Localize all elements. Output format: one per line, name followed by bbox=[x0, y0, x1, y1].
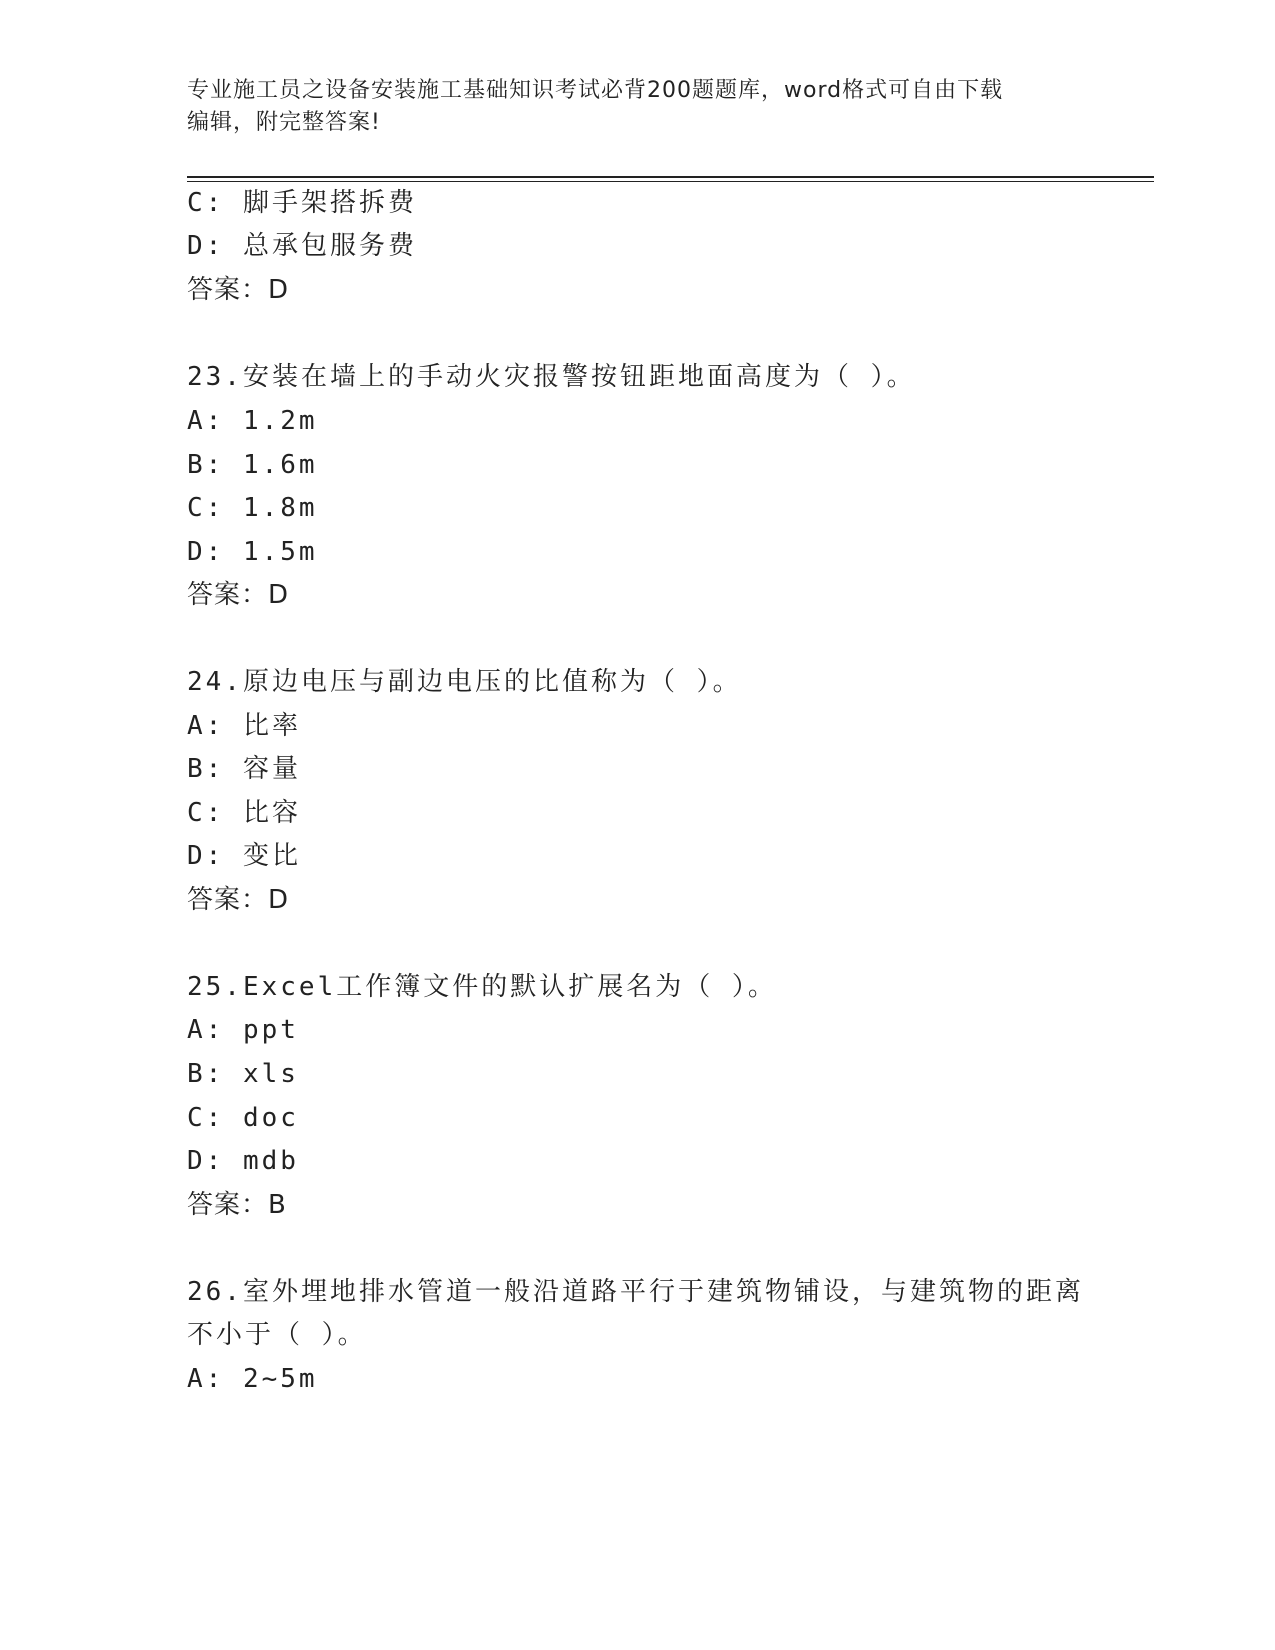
q23-option-d: D: 1.5m bbox=[187, 537, 318, 567]
q23-option-b: B: 1.6m bbox=[187, 450, 318, 480]
q22-option-d: D: 总承包服务费 bbox=[187, 231, 417, 261]
q25-answer: 答案：B bbox=[187, 1190, 287, 1220]
header-line-1: 专业施工员之设备安装施工基础知识考试必背200题题库，word格式可自由下载 bbox=[187, 78, 1004, 103]
q25-option-a: A: ppt bbox=[187, 1015, 299, 1045]
q22-option-c: C: 脚手架搭拆费 bbox=[187, 188, 417, 218]
header-line-2: 编辑，附完整答案! bbox=[187, 110, 381, 135]
q24-option-c: C: 比容 bbox=[187, 798, 301, 828]
q26-question-line-1: 26.室外埋地排水管道一般沿道路平行于建筑物铺设，与建筑物的距离 bbox=[187, 1277, 1084, 1307]
q23-question: 23.安装在墙上的手动火灾报警按钮距地面高度为（ ）。 bbox=[187, 362, 916, 392]
q23-option-c: C: 1.8m bbox=[187, 493, 318, 523]
q24-option-d: D: 变比 bbox=[187, 841, 301, 871]
header-rule-thick bbox=[187, 176, 1154, 178]
q23-option-a: A: 1.2m bbox=[187, 406, 318, 436]
q26-option-a: A: 2~5m bbox=[187, 1364, 318, 1394]
document-header bbox=[187, 75, 1067, 139]
q23-answer: 答案：D bbox=[187, 580, 290, 610]
q24-answer: 答案：D bbox=[187, 885, 290, 915]
q26-question-line-2: 不小于（ ）。 bbox=[187, 1320, 367, 1350]
q24-question: 24.原边电压与副边电压的比值称为（ ）。 bbox=[187, 667, 742, 697]
q22-answer: 答案：D bbox=[187, 275, 290, 305]
header-rule-thin bbox=[187, 181, 1154, 182]
q25-option-b: B: xls bbox=[187, 1059, 299, 1089]
q25-option-c: C: doc bbox=[187, 1103, 299, 1133]
q24-option-b: B: 容量 bbox=[187, 754, 301, 784]
q25-question: 25.Excel工作簿文件的默认扩展名为（ ）。 bbox=[187, 972, 777, 1002]
q24-option-a: A: 比率 bbox=[187, 711, 301, 741]
q25-option-d: D: mdb bbox=[187, 1146, 299, 1176]
